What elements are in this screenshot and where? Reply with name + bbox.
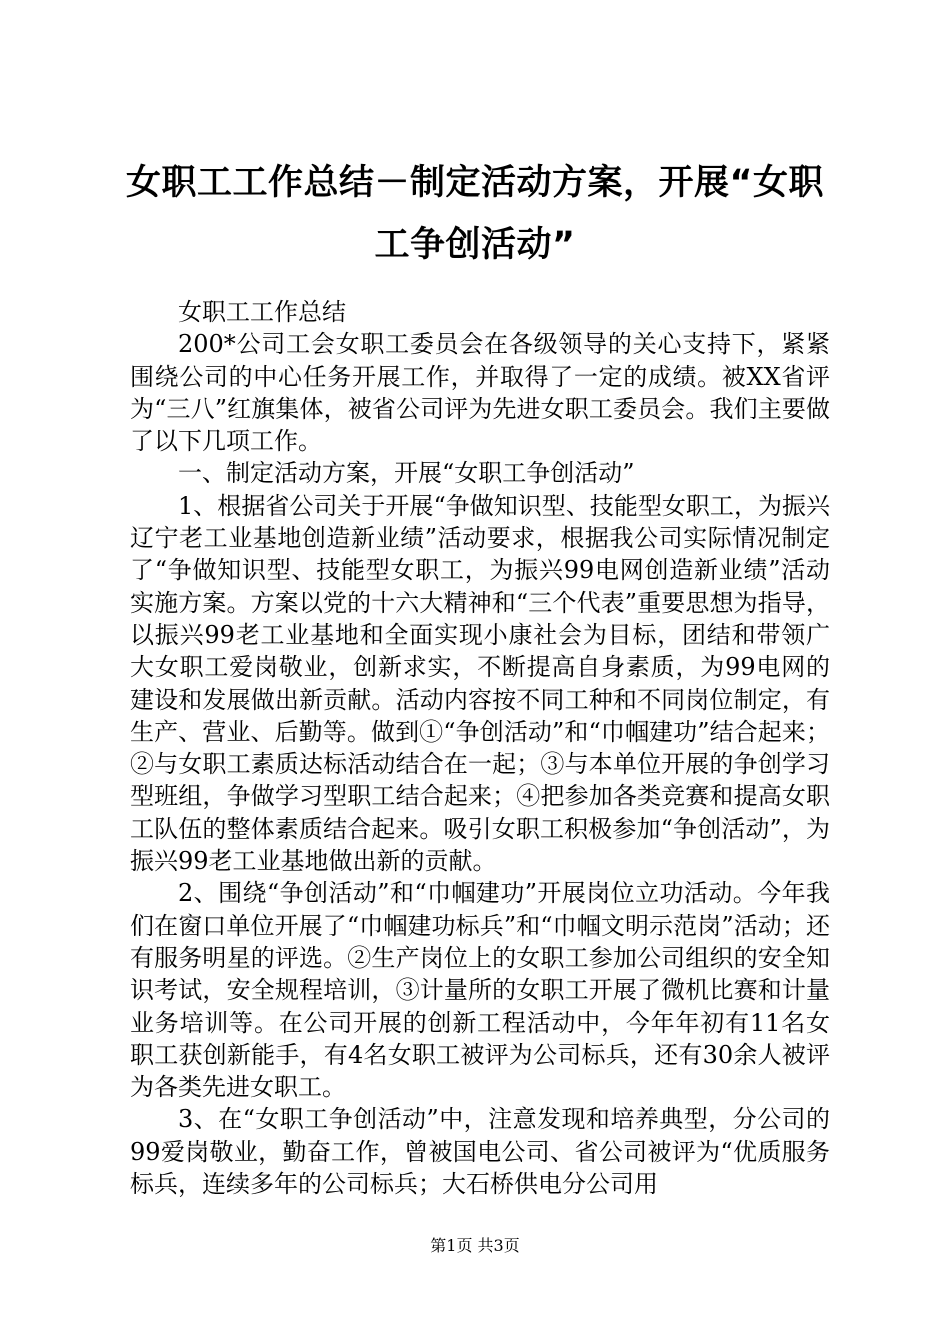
paragraph-item-2: 2、围绕“争创活动”和“巾帼建功”开展岗位立功活动。今年我们在窗口单位开展了“巾帼建功标兵”和“巾帼文明示范岗”活动；还有服务明星的评选。②生产岗位上的女职工参加公司组织的安全知识考试，安全规程培训，③计量所的女职工开展了微机比赛和计量业务培训等。在公司开展的创新工程活动中，今年年初有11名女职工获创新能手，有4名女职工被评为公司标兵，还有30余人被评为各类先进女职工。	[130, 879, 830, 1102]
page-footer: 第1页 共3页	[430, 1236, 520, 1255]
paragraph-item-1: 1、根据省公司关于开展“争做知识型、技能型女职工，为振兴辽宁老工业基地创造新业绩”活动要求，根据我公司实际情况制定了“争做知识型、技能型女职工，为振兴99电网创造新业绩”活动实施方案。方案以党的十六大精神和“三个代表”重要思想为指导，以振兴99老工业基地和全面实现小康社会为目标，团结和带领广大女职工爱岗敬业，创新求实，不断提高自身素质，为99电网的建设和发展做出新贡献。活动内容按不同工种和不同岗位制定，有生产、营业、后勤等。做到①“争创活动”和“巾帼建功”结合起来；②与女职工素质达标活动结合在一起；③与本单位开展的争创学习型班组，争做学习型职工结合起来；④把参加各类竞赛和提高女职工队伍的整体素质结合起来。吸引女职工积极参加“争创活动”，为振兴99老工业基地做出新的贡献。	[130, 491, 830, 876]
paragraph-intro: 200*公司工会女职工委员会在各级领导的关心支持下，紧紧围绕公司的中心任务开展工作，并取得了一定的成绩。被XX省评为“三八”红旗集体，被省公司评为先进女职工委员会。我们主要做了以下几项工作。	[130, 330, 830, 456]
paragraph-item-3: 3、在“女职工争创活动”中，注意发现和培养典型，分公司的99爱岗敬业，勤奋工作，曾被国电公司、省公司被评为“优质服务标兵，连续多年的公司标兵；大石桥供电分公司用	[130, 1105, 830, 1199]
document-title: 女职工工作总结－制定活动方案，开展“女职工争创活动”	[125, 163, 824, 265]
document-body	[130, 296, 830, 1200]
paragraph-heading: 女职工工作总结	[178, 298, 346, 326]
paragraph-section-heading: 一、制定活动方案，开展“女职工争创活动”	[178, 459, 635, 488]
